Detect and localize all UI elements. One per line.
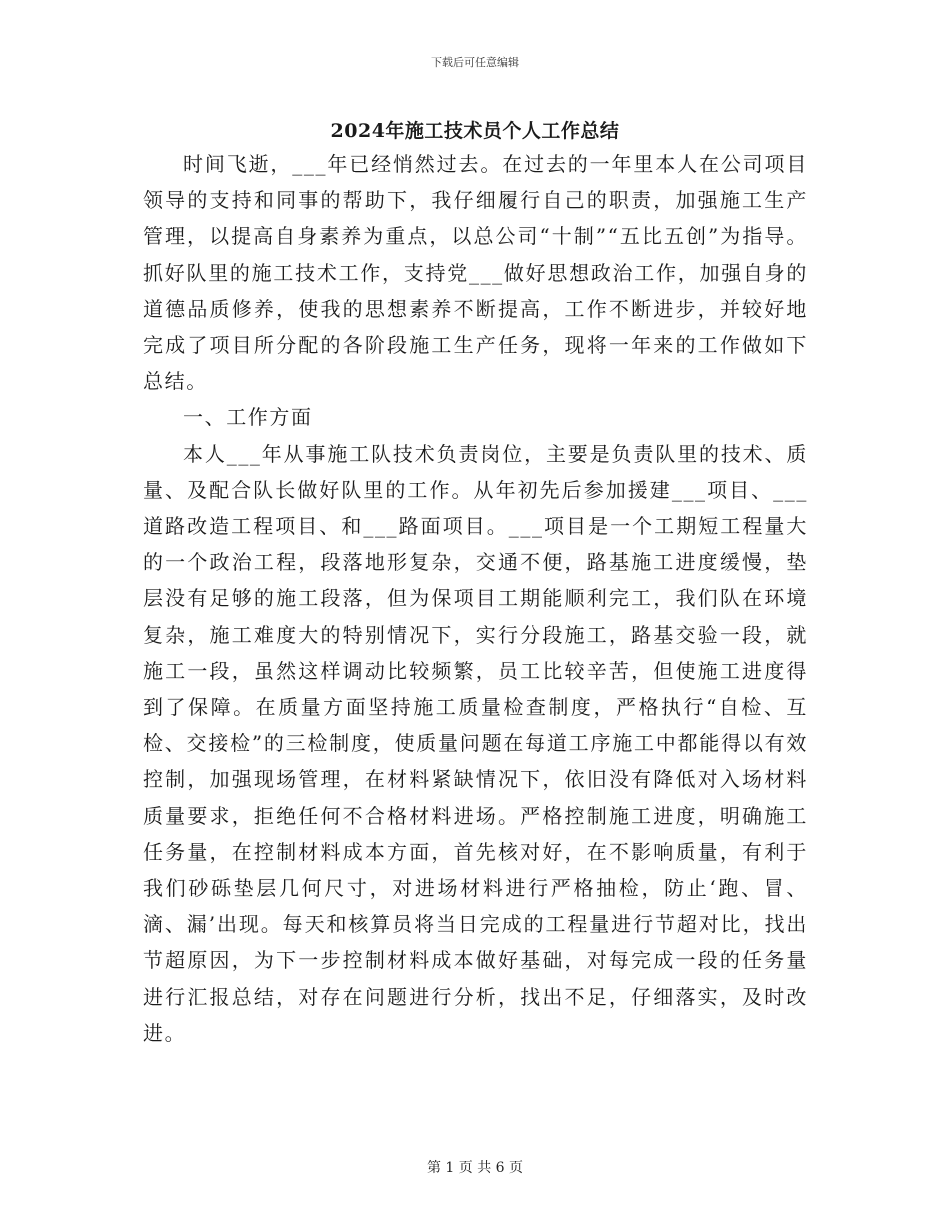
section-heading-work: 一、工作方面 xyxy=(183,405,313,430)
document-title: 2024年施工技术员个人工作总结 xyxy=(330,120,620,142)
paragraph-work-details: 本人___年从事施工队技术负责岗位，主要是负责队里的技术、质量、及配合队长做好队里的工作。从年初先后参加援建___项目、___道路改造工程项目、和___路面项目。___项目是一个工期短工程量大的一个政治工程，段落地形复杂，交通不便，路基施工进度缓慢，垫层没有足够的施工段落，但为保项目工期能顺利完工，我们队在环境复杂，施工难度大的特别情况下，实行分段施工，路基交验一段，就施工一段，虽然这样调动比较频繁，员工比较辛苦，但使施工进度得到了保障。在质量方面坚持施工质量检查制度，严格执行“自检、互检、交接检”的三检制度，使质量问题在每道工序施工中都能得以有效控制，加强现场管理，在材料紧缺情况下，依旧没有降低对入场材料质量要求，拒绝任何不合格材料进场。严格控制施工进度，明确施工任务量，在控制材料成本方面，首先核对好，在不影响质量，有利于我们砂砾垫层几何尺寸，对进场材料进行严格抽检，防止‘跑、冒、滴、漏’出现。每天和核算员将当日完成的工程量进行节超对比，找出节超原因，为下一步控制材料成本做好基础，对每完成一段的任务量进行汇报总结，对存在问题进行分析，找出不足，仔细落实，及时改进。 xyxy=(143,441,808,1045)
document-body xyxy=(143,146,808,1051)
paragraph-intro: 时间飞逝，___年已经悄然过去。在过去的一年里本人在公司项目领导的支持和同事的帮助下，我仔细履行自己的职责，加强施工生产管理，以提高自身素养为重点，以总公司“十制”“五比五创”为指导。抓好队里的施工技术工作，支持党___做好思想政治工作，加强自身的道德品质修养，使我的思想素养不断提高，工作不断进步，并较好地完成了项目所分配的各阶段施工生产任务，现将一年来的工作做如下总结。 xyxy=(143,152,808,394)
header-note: 下载后可任意编辑 xyxy=(431,56,519,69)
page-number: 第 1 页 共 6 页 xyxy=(426,1160,524,1176)
